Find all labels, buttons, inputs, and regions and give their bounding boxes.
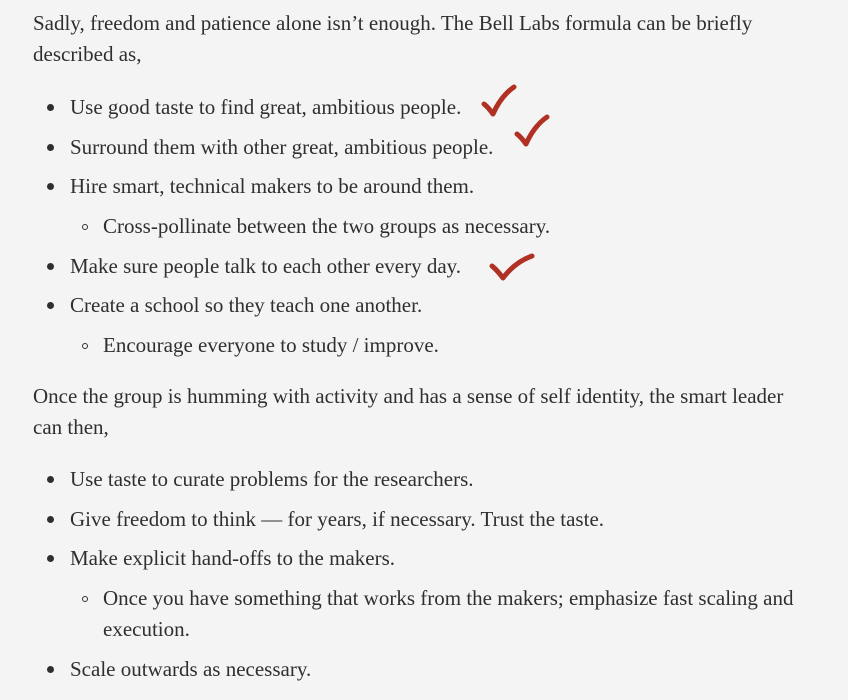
bullet-icon [47, 476, 54, 483]
check-mark-icon [514, 114, 550, 150]
middle-paragraph: Once the group is humming with activity and has a sense of self identity, the smart leader can then, [33, 384, 784, 439]
bullet-icon [47, 104, 54, 111]
sub-list-item: Cross-pollinate between the two groups as necessary. [103, 214, 551, 238]
list-item: Hire smart, technical makers to be around them. [70, 174, 475, 198]
list-item: Use taste to curate problems for the researchers. [70, 467, 474, 491]
sub-list-item: Once you have something that works from the makers; emphasize fast scaling and execution. [103, 586, 794, 641]
list-item: Surround them with other great, ambitious people. [70, 135, 494, 159]
list-item: Make sure people talk to each other every day. [70, 254, 462, 278]
intro-paragraph: Sadly, freedom and patience alone isn’t enough. The Bell Labs formula can be briefly described as, [33, 11, 753, 66]
bullet-icon [47, 263, 54, 270]
list-item: Give freedom to think — for years, if necessary. Trust the taste. [70, 507, 605, 531]
bullet-icon [47, 144, 54, 151]
sub-bullet-icon [82, 224, 88, 230]
check-mark-icon [481, 84, 517, 120]
bullet-icon [47, 666, 54, 673]
list-item: Scale outwards as necessary. [70, 657, 312, 681]
bullet-icon [47, 302, 54, 309]
list-item: Use good taste to find great, ambitious people. [70, 95, 462, 119]
bullet-icon [47, 516, 54, 523]
list-item: Create a school so they teach one another. [70, 293, 423, 317]
bullet-icon [47, 555, 54, 562]
sub-list-item: Encourage everyone to study / improve. [103, 333, 439, 357]
check-mark-icon [489, 252, 535, 284]
list-item: Make explicit hand-offs to the makers. [70, 546, 396, 570]
bullet-icon [47, 183, 54, 190]
sub-bullet-icon [82, 343, 88, 349]
sub-bullet-icon [82, 596, 88, 602]
